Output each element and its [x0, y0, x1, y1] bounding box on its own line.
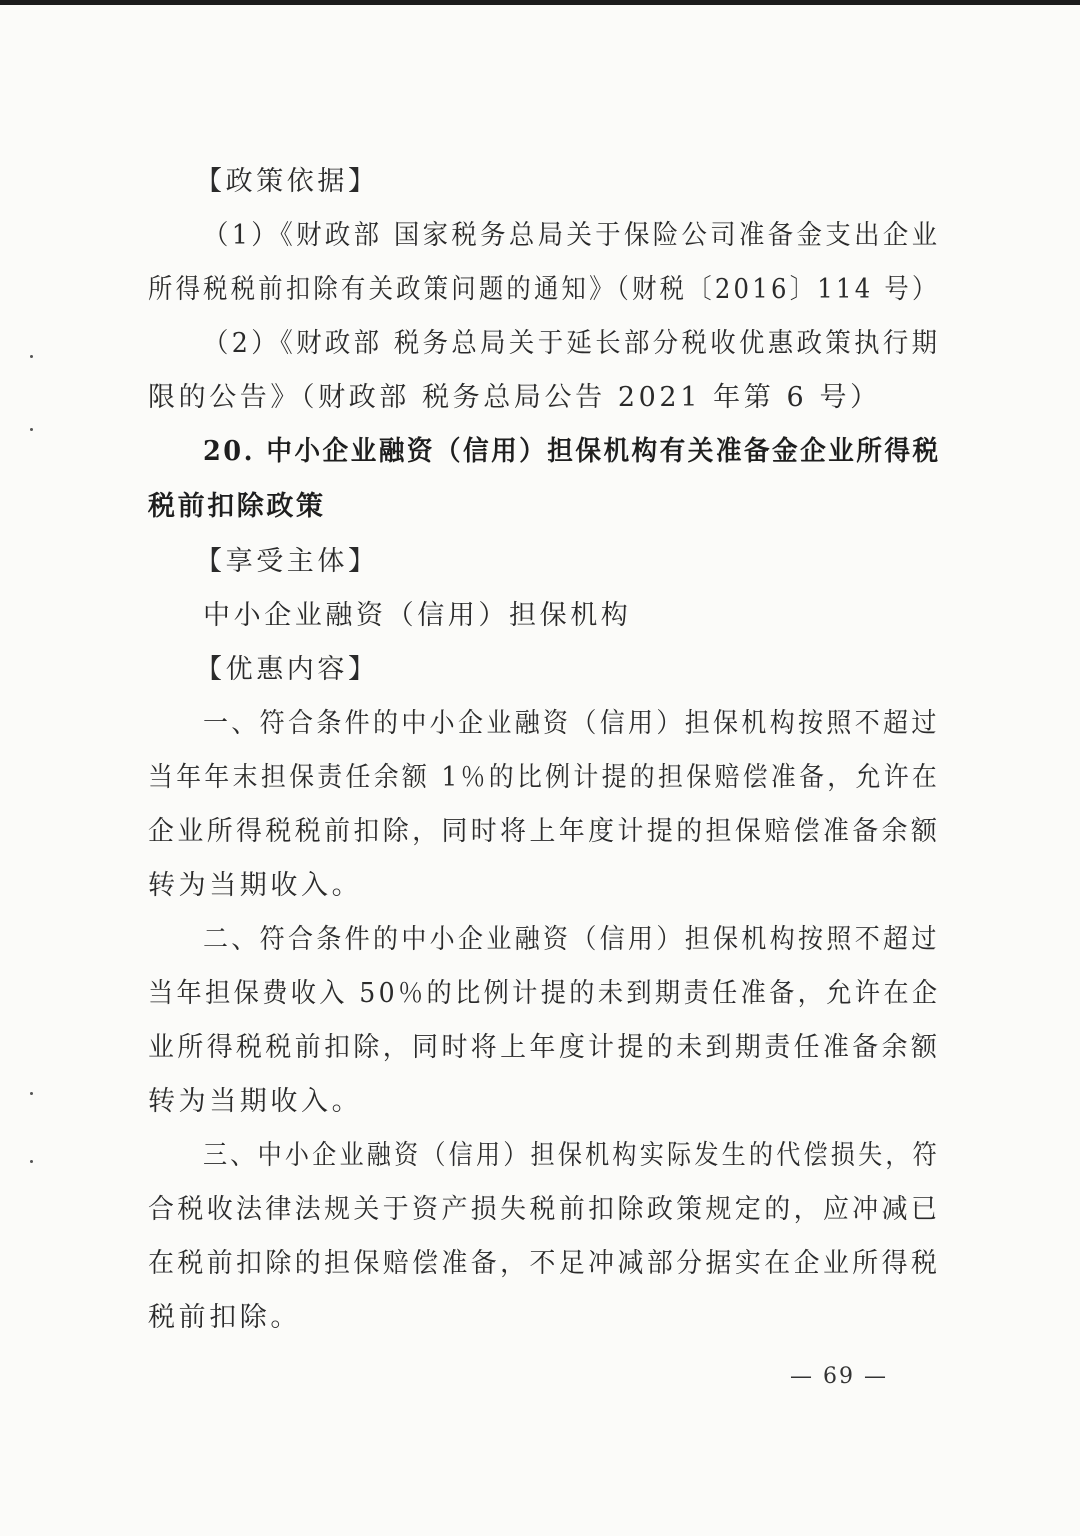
benefit-paragraph-line: 合税收法律法规关于资产损失税前扣除政策规定的，应冲减已: [148, 1194, 941, 1225]
policy-basis-line: （2）《财政部 税务总局关于延长部分税收优惠政策执行期: [203, 328, 941, 359]
benefit-paragraph-line: 一、符合条件的中小企业融资（信用）担保机构按照不超过: [203, 708, 940, 739]
benefit-paragraph-line: 在税前扣除的担保赔偿准备，不足冲减部分据实在企业所得税: [148, 1248, 941, 1279]
benefit-label: 【优惠内容】: [195, 654, 379, 685]
section-heading: 20. 中小企业融资（信用）担保机构有关准备金企业所得税: [203, 436, 941, 467]
scan-speck: [30, 355, 33, 358]
benefit-paragraph-line: 税前扣除。: [148, 1302, 301, 1333]
benefit-paragraph-line: 企业所得税税前扣除，同时将上年度计提的担保赔偿准备余额: [148, 816, 941, 847]
benefit-paragraph-line: 二、符合条件的中小企业融资（信用）担保机构按照不超过: [203, 924, 940, 955]
benefit-paragraph-line: 当年担保费收入 50％的比例计提的未到期责任准备，允许在企: [148, 978, 941, 1009]
section-heading: 税前扣除政策: [148, 491, 326, 522]
scan-speck: [30, 1092, 33, 1095]
beneficiary-label: 【享受主体】: [195, 546, 379, 577]
scan-speck: [30, 1160, 33, 1163]
scan-top-edge: [0, 0, 1080, 5]
benefit-paragraph-line: 转为当期收入。: [148, 870, 363, 901]
policy-basis-line: （1）《财政部 国家税务总局关于保险公司准备金支出企业: [203, 220, 941, 251]
beneficiary-text: 中小企业融资（信用）担保机构: [203, 600, 632, 631]
policy-basis-line: 限的公告》（财政部 税务总局公告 2021 年第 6 号）: [148, 382, 881, 413]
scan-speck: [30, 428, 33, 431]
policy-basis-line: 所得税税前扣除有关政策问题的通知》（财税〔2016〕114 号）: [148, 274, 940, 305]
benefit-paragraph-line: 三、中小企业融资（信用）担保机构实际发生的代偿损失，符: [203, 1140, 940, 1171]
benefit-paragraph-line: 当年年末担保责任余额 1％的比例计提的担保赔偿准备，允许在: [148, 762, 941, 793]
page-number: — 69 —: [790, 1364, 888, 1389]
benefit-paragraph-line: 转为当期收入。: [148, 1086, 363, 1117]
policy-basis-label: 【政策依据】: [195, 166, 379, 197]
benefit-paragraph-line: 业所得税税前扣除，同时将上年度计提的未到期责任准备余额: [148, 1032, 941, 1063]
